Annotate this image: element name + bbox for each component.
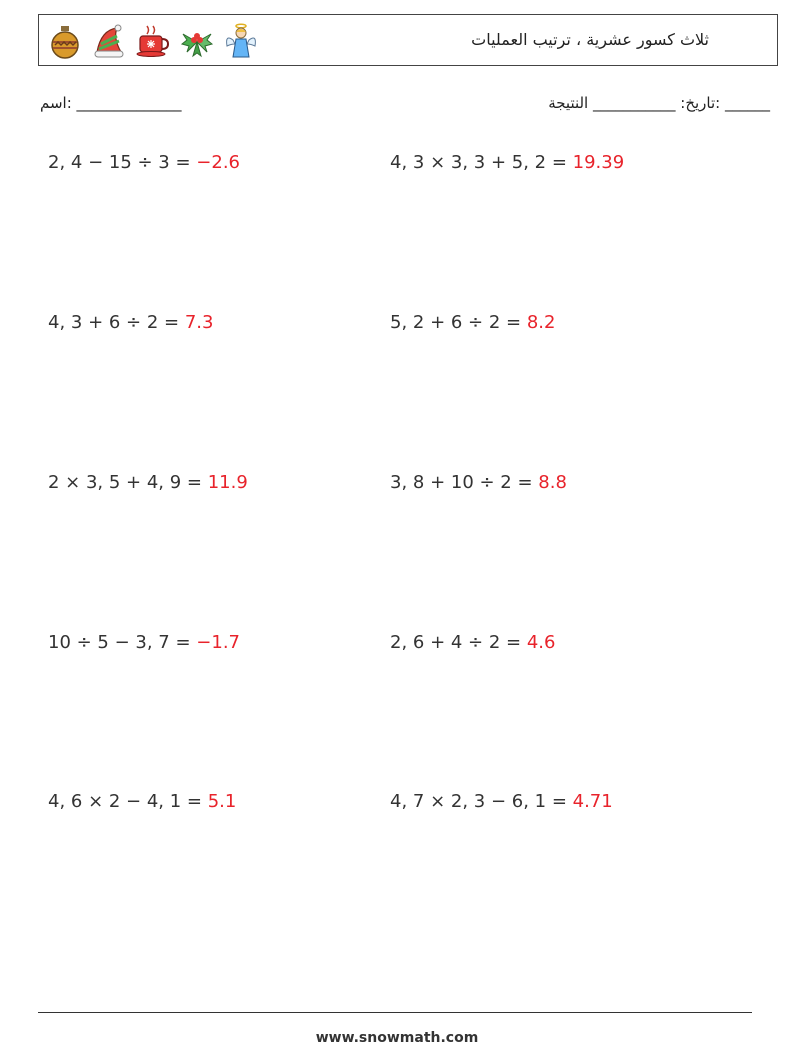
problem-expression: 5, 2 + 6 ÷ 2 =	[390, 312, 527, 333]
problem-expression: 4, 3 + 6 ÷ 2 =	[48, 312, 185, 333]
hot-cocoa-mug-icon	[135, 22, 171, 60]
ornament-icon	[47, 22, 83, 60]
problem-answer: −1.7	[196, 632, 240, 653]
problem-expression: 3, 8 + 10 ÷ 2 =	[390, 472, 539, 493]
problem-9	[48, 791, 236, 812]
problem-expression: 2, 4 − 15 ÷ 3 =	[48, 152, 197, 173]
header-icons	[47, 21, 259, 61]
problem-expression: 4, 6 × 2 − 4, 1 =	[48, 791, 208, 812]
problem-3	[48, 312, 213, 333]
problem-expression: 2 × 3, 5 + 4, 9 =	[48, 472, 208, 493]
problem-5	[48, 472, 248, 493]
problem-1	[48, 152, 240, 173]
footer-url[interactable]: www.snowmath.com	[315, 1030, 479, 1046]
problem-expression: 10 ÷ 5 − 3, 7 =	[48, 632, 197, 653]
problem-answer: 11.9	[207, 472, 248, 493]
problem-expression: 2, 6 + 4 ÷ 2 =	[390, 632, 527, 653]
problem-answer: 8.2	[526, 312, 556, 333]
problem-answer: 8.8	[538, 472, 567, 493]
problem-answer: −2.6	[196, 152, 240, 173]
problem-answer: 7.3	[184, 312, 214, 333]
problem-expression: 4, 3 × 3, 3 + 5, 2 =	[390, 152, 573, 173]
date-score-line: ______ :تاريخ: ___________ النتيجة	[548, 94, 770, 112]
name-line: اسم: ______________	[40, 94, 182, 112]
problem-2	[390, 152, 624, 173]
problem-answer: 5.1	[207, 791, 237, 812]
problem-8	[390, 632, 555, 653]
problem-answer: 4.6	[526, 632, 556, 653]
angel-icon	[223, 22, 259, 60]
santa-hat-icon	[91, 22, 127, 60]
problem-6	[390, 472, 567, 493]
problem-expression: 4, 7 × 2, 3 − 6, 1 =	[390, 791, 573, 812]
problem-answer: 19.39	[572, 152, 625, 173]
problem-answer: 4.71	[572, 791, 613, 812]
worksheet-header	[38, 14, 778, 66]
problem-10	[390, 791, 613, 812]
problem-4	[390, 312, 555, 333]
footer-divider	[38, 1012, 752, 1013]
worksheet-title: ثلاث كسور عشرية ، ترتيب العمليات	[471, 30, 709, 49]
holly-icon	[179, 22, 215, 60]
problem-7	[48, 632, 240, 653]
